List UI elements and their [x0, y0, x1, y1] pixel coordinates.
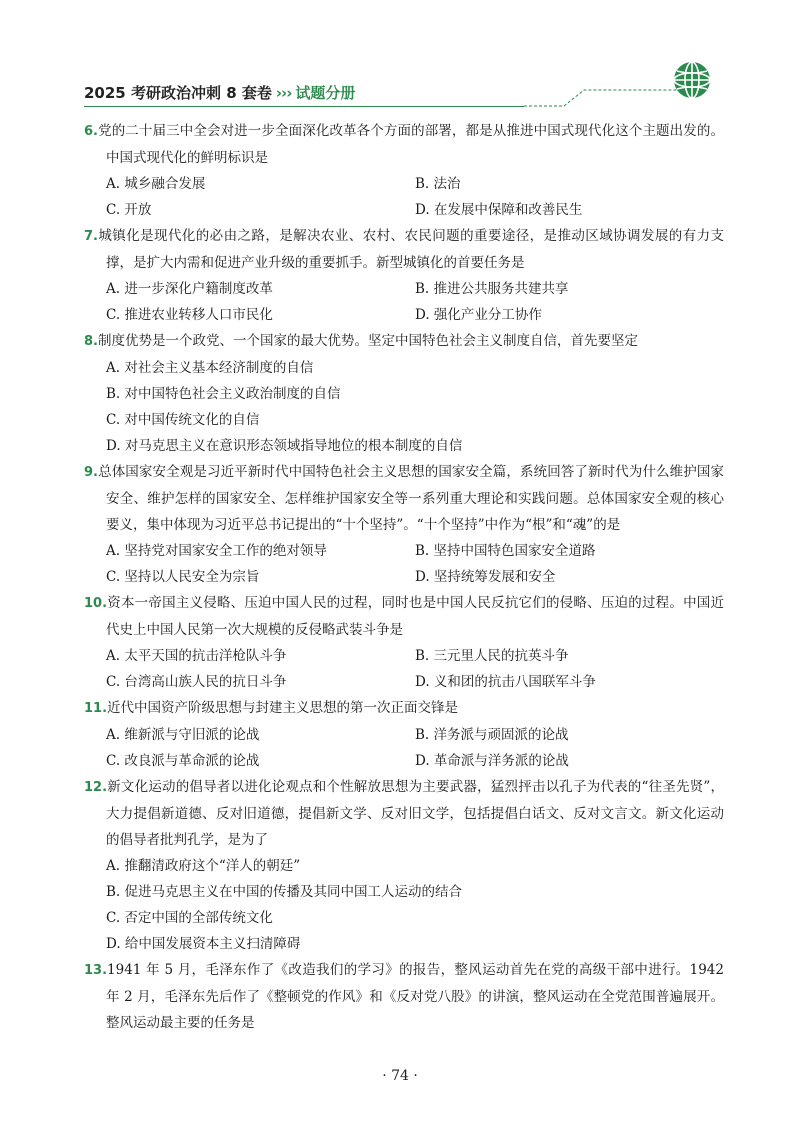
option-c: C. 否定中国的全部传统文化 — [106, 910, 273, 926]
header-title: 2025 考研政治冲刺 8 套卷 — [84, 84, 272, 102]
option-c: C. 对中国传统文化的自信 — [106, 412, 260, 428]
question-stem — [84, 328, 724, 355]
option-b: B. 推进公共服务共建共享 — [415, 281, 569, 297]
question-6 — [84, 118, 724, 223]
question-13 — [84, 957, 724, 1036]
option-a: A. 进一步深化户籍制度改革 — [106, 281, 273, 297]
question-stem — [84, 957, 724, 1036]
option-b: B. 对中国特色社会主义政治制度的自信 — [106, 386, 341, 402]
option-a: A. 城乡融合发展 — [106, 176, 206, 192]
question-text: 新文化运动的倡导者以进化论观点和个性解放思想为主要武器，猛烈抨击以孔子为代表的“往圣先贤”，大力提倡新道德、反对旧道德，提倡新文学、反对旧文学，包括提倡白话文、反对文言文。新文化运动的倡导者批判孔学，是为了 — [106, 779, 724, 848]
question-number: 10. — [84, 596, 108, 611]
option-b: B. 坚持中国特色国家安全道路 — [415, 543, 596, 559]
option-b: B. 洋务派与顽固派的论战 — [415, 727, 569, 743]
option-d: D. 对马克思主义在意识形态领域指导地位的根本制度的自信 — [106, 438, 463, 454]
header-arrows: ››› — [275, 84, 292, 102]
option-d: D. 在发展中保障和改善民生 — [415, 202, 583, 218]
option-list — [84, 171, 724, 223]
option-a: A. 维新派与守旧派的论战 — [106, 727, 260, 743]
question-number: 13. — [84, 963, 108, 978]
question-text: 1941 年 5 月，毛泽东作了《改造我们的学习》的报告，整风运动首先在党的高级干部中进行。1942 年 2 月，毛泽东先后作了《整顿党的作风》和《反对党八股》的讲演，整风运动在全党范围普遍展开。整风运动最主要的任务是 — [106, 962, 724, 1031]
option-list — [84, 276, 724, 328]
option-list — [84, 355, 724, 459]
question-stem — [84, 459, 724, 538]
question-text: 近代中国资产阶级思想与封建主义思想的第一次正面交锋是 — [107, 700, 459, 716]
question-stem — [84, 695, 724, 722]
option-b: B. 三元里人民的抗英斗争 — [415, 648, 569, 664]
globe-icon — [672, 60, 712, 100]
question-number: 11. — [84, 701, 108, 716]
question-stem — [84, 774, 724, 853]
option-d: D. 义和团的抗击八国联军斗争 — [415, 674, 596, 690]
option-b: B. 法治 — [415, 176, 461, 192]
question-text: 党的二十届三中全会对进一步全面深化改革各个方面的部署，都是从推进中国式现代化这个主题出发的。中国式现代化的鲜明标识是 — [97, 123, 724, 166]
option-c: C. 改良派与革命派的论战 — [106, 753, 260, 769]
question-10 — [84, 590, 724, 695]
question-number: 8. — [84, 334, 98, 349]
question-11 — [84, 695, 724, 774]
question-9 — [84, 459, 724, 590]
question-12 — [84, 774, 724, 957]
header-section: 试题分册 — [295, 84, 356, 102]
option-d: D. 强化产业分工协作 — [415, 307, 542, 323]
header-dashed-line — [524, 88, 684, 108]
question-8 — [84, 328, 724, 459]
option-list — [84, 643, 724, 695]
header-rule — [84, 106, 524, 107]
option-c: C. 开放 — [106, 202, 152, 218]
question-number: 9. — [84, 465, 98, 480]
question-7 — [84, 223, 724, 328]
page-number: · 74 · — [382, 1068, 418, 1084]
question-text: 总体国家安全观是习近平新时代中国特色社会主义思想的国家安全篇，系统回答了新时代为什么维护国家安全、维护怎样的国家安全、怎样维护国家安全等一系列重大理论和实践问题。总体国家安全观的核心要义，集中体现为习近平总书记提出的“十个坚持”。“十个坚持”中作为“根”和“魂”的是 — [97, 464, 724, 533]
question-number: 7. — [84, 229, 98, 244]
option-a: A. 太平天国的抗击洋枪队斗争 — [106, 648, 287, 664]
option-c: C. 推进农业转移人口市民化 — [106, 307, 273, 323]
question-number: 6. — [84, 124, 98, 139]
question-number: 12. — [84, 780, 108, 795]
option-c: C. 台湾高山族人民的抗日斗争 — [106, 674, 287, 690]
question-text: 制度优势是一个政党、一个国家的最大优势。坚定中国特色社会主义制度自信，首先要坚定 — [97, 333, 638, 349]
question-text: 资本一帝国主义侵略、压迫中国人民的过程，同时也是中国人民反抗它们的侵略、压迫的过程。中国近代史上中国人民第一次大规模的反侵略武装斗争是 — [106, 595, 724, 638]
option-d: D. 革命派与洋务派的论战 — [415, 753, 569, 769]
option-a: A. 推翻清政府这个“洋人的朝廷” — [106, 858, 301, 874]
header-text — [84, 82, 355, 103]
option-c: C. 坚持以人民安全为宗旨 — [106, 569, 260, 585]
option-b: B. 促进马克思主义在中国的传播及其同中国工人运动的结合 — [106, 884, 463, 900]
option-list — [84, 538, 724, 590]
option-a: A. 坚持党对国家安全工作的绝对领导 — [106, 543, 327, 559]
question-stem — [84, 223, 724, 276]
question-list — [84, 118, 724, 1036]
question-stem — [84, 590, 724, 643]
page-header — [84, 78, 724, 118]
option-a: A. 对社会主义基本经济制度的自信 — [106, 360, 314, 376]
question-text: 城镇化是现代化的必由之路，是解决农业、农村、农民问题的重要途径，是推动区域协调发展的有力支撑，是扩大内需和促进产业升级的重要抓手。新型城镇化的首要任务是 — [97, 228, 724, 271]
option-d: D. 给中国发展资本主义扫清障碍 — [106, 936, 301, 952]
option-list — [84, 853, 724, 957]
option-d: D. 坚持统筹发展和安全 — [415, 569, 556, 585]
option-list — [84, 722, 724, 774]
question-stem — [84, 118, 724, 171]
